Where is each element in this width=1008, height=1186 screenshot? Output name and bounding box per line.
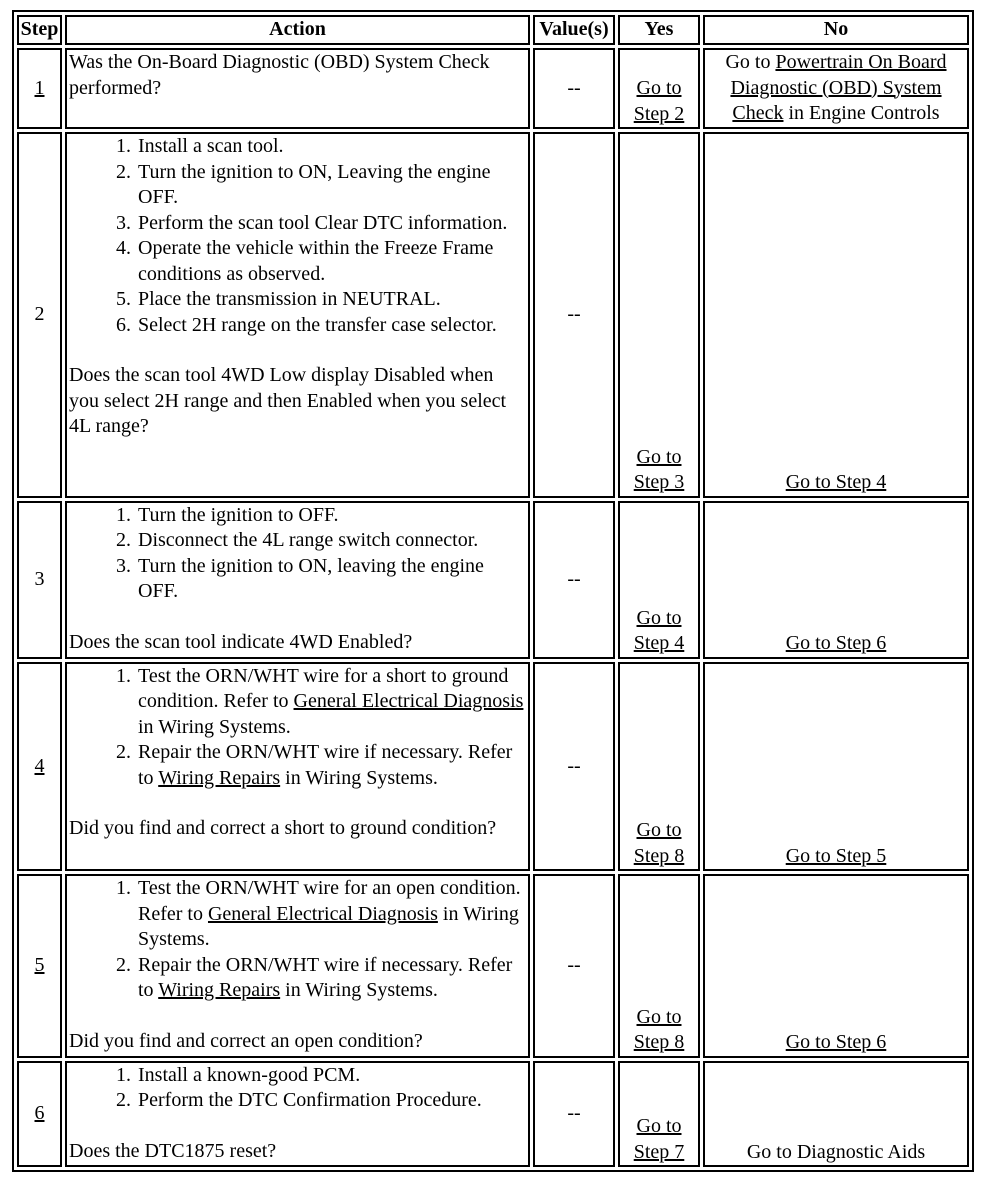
action-list	[69, 1063, 526, 1114]
action-cell	[65, 1061, 530, 1167]
question-text: Does the scan tool indicate 4WD Enabled?	[69, 630, 413, 653]
header-yes: Yes	[618, 15, 700, 45]
yes-link-line2: Step 8	[633, 1031, 685, 1054]
no-suffix: in Engine Controls	[788, 102, 940, 124]
no-cell	[703, 132, 969, 498]
action-item: 6. Select 2H range on the transfer case selector.	[136, 313, 526, 339]
action-item: 1. Install a known-good PCM.	[136, 1063, 526, 1089]
no-link[interactable]: Go to Step 4	[785, 471, 887, 494]
action-item: 3. Perform the scan tool Clear DTC information.	[136, 211, 526, 237]
no-cell: Go to Diagnostic Aids	[703, 1061, 969, 1167]
action-cell	[65, 132, 530, 498]
action-list	[69, 664, 526, 792]
yes-link[interactable]	[634, 1006, 685, 1054]
table-row-step-1	[17, 48, 969, 129]
wiring-repairs-link[interactable]: Wiring Repairs	[158, 979, 281, 1002]
action-item: 4. Operate the vehicle within the Freeze Frame conditions as observed.	[136, 236, 526, 287]
action-cell	[65, 48, 530, 129]
value-cell: --	[533, 501, 615, 659]
yes-link-line2: Step 2	[633, 102, 685, 125]
no-link-obd-check[interactable]: Powertrain On Board Diagnostic (OBD) System Check	[730, 51, 947, 124]
question-text: Does the scan tool 4WD Low display Disabled when you select 2H range and then Enabled when you select 4L range?	[69, 364, 507, 438]
action-text: in Wiring Systems.	[285, 766, 438, 789]
step-cell	[17, 662, 62, 872]
action-item: 5. Place the transmission in NEUTRAL.	[136, 287, 526, 313]
yes-cell	[618, 1061, 700, 1167]
step-number-link[interactable]: 5	[34, 954, 45, 977]
table-row-step-2	[17, 132, 969, 498]
value-cell: --	[533, 132, 615, 498]
yes-link-line2: Step 7	[633, 1140, 685, 1163]
yes-cell	[618, 48, 700, 129]
action-text: Test the ORN/WHT wire for a short to ground condition. Refer to	[138, 664, 509, 713]
action-text: Repair the ORN/WHT wire if necessary. Refer to	[138, 953, 513, 1002]
no-cell	[703, 501, 969, 659]
diagnostic-table	[14, 12, 972, 1170]
yes-link-line1: Go to	[636, 445, 682, 468]
wiring-repairs-link[interactable]: Wiring Repairs	[158, 766, 281, 789]
yes-link[interactable]	[634, 607, 685, 655]
general-electrical-diagnosis-link[interactable]: General Electrical Diagnosis	[207, 902, 438, 925]
table-row-step-5	[17, 874, 969, 1057]
header-row	[17, 15, 969, 45]
step-cell: 2	[17, 132, 62, 498]
value-cell: --	[533, 1061, 615, 1167]
no-link[interactable]: Go to Step 6	[785, 632, 887, 655]
no-prefix: Go to	[725, 51, 771, 73]
yes-link[interactable]	[634, 446, 685, 494]
yes-cell	[618, 501, 700, 659]
action-text: Repair the ORN/WHT wire if necessary. Refer to	[138, 741, 513, 789]
yes-link-line1: Go to	[636, 606, 682, 629]
step-cell: 3	[17, 501, 62, 659]
question-text: Was the On-Board Diagnostic (OBD) System Check performed?	[69, 51, 490, 99]
table-row-step-3	[17, 501, 969, 659]
yes-link[interactable]	[634, 819, 685, 867]
no-link[interactable]: Go to Step 6	[785, 1031, 887, 1054]
yes-link[interactable]	[634, 1115, 685, 1163]
step-cell	[17, 1061, 62, 1167]
value-cell: --	[533, 662, 615, 872]
table-row-step-6	[17, 1061, 969, 1167]
header-values: Value(s)	[533, 15, 615, 45]
header-step: Step	[17, 15, 62, 45]
step-cell	[17, 48, 62, 129]
action-text: in Wiring Systems.	[138, 715, 291, 738]
action-item	[136, 876, 526, 953]
action-item: 2. Perform the DTC Confirmation Procedure.	[136, 1088, 526, 1114]
value-cell: --	[533, 48, 615, 129]
yes-link-line1: Go to	[636, 77, 682, 100]
action-item: 2. Disconnect the 4L range switch connector.	[136, 528, 526, 554]
action-item	[136, 664, 526, 741]
action-item: 2. Turn the ignition to ON, Leaving the engine OFF.	[136, 160, 526, 211]
action-text: in Wiring Systems.	[138, 902, 519, 951]
action-cell	[65, 874, 530, 1057]
yes-link-line1: Go to	[636, 819, 682, 842]
yes-cell	[618, 132, 700, 498]
action-list	[69, 876, 526, 1004]
action-item	[136, 953, 526, 1004]
action-cell	[65, 501, 530, 659]
yes-link-line2: Step 8	[633, 844, 685, 867]
yes-link-line1: Go to	[636, 1005, 682, 1028]
action-text: Test the ORN/WHT wire for an open condition. Refer to	[138, 877, 521, 925]
value-cell: --	[533, 874, 615, 1057]
yes-link-line2: Step 4	[633, 632, 685, 655]
step-cell	[17, 874, 62, 1057]
yes-link-line1: Go to	[636, 1115, 682, 1137]
no-cell	[703, 48, 969, 129]
action-list	[69, 134, 526, 338]
action-cell	[65, 662, 530, 872]
action-item: 1. Turn the ignition to OFF.	[136, 503, 526, 529]
question-text: Did you find and correct an open condition?	[69, 1029, 423, 1052]
action-item: 3. Turn the ignition to ON, leaving the engine OFF.	[136, 554, 526, 605]
table-row-step-4	[17, 662, 969, 872]
yes-cell	[618, 662, 700, 872]
no-cell	[703, 874, 969, 1057]
general-electrical-diagnosis-link[interactable]: General Electrical Diagnosis	[293, 690, 524, 713]
action-text: in Wiring Systems.	[285, 979, 438, 1002]
yes-link[interactable]	[634, 77, 685, 125]
question-text: Did you find and correct a short to ground condition?	[69, 817, 497, 840]
no-cell	[703, 662, 969, 872]
step-number-link[interactable]: 4	[34, 754, 45, 777]
header-action: Action	[65, 15, 530, 45]
action-list	[69, 503, 526, 605]
action-item: 1. Install a scan tool.	[136, 134, 526, 160]
step-number-link[interactable]: 6	[34, 1102, 45, 1125]
yes-cell	[618, 874, 700, 1057]
diagnostic-document	[12, 10, 974, 1172]
question-text: Does the DTC1875 reset?	[69, 1139, 277, 1162]
yes-link-line2: Step 3	[633, 471, 685, 494]
action-item	[136, 740, 526, 791]
no-link[interactable]: Go to Step 5	[785, 844, 887, 867]
header-no: No	[703, 15, 969, 45]
step-number-link[interactable]: 1	[34, 76, 45, 99]
